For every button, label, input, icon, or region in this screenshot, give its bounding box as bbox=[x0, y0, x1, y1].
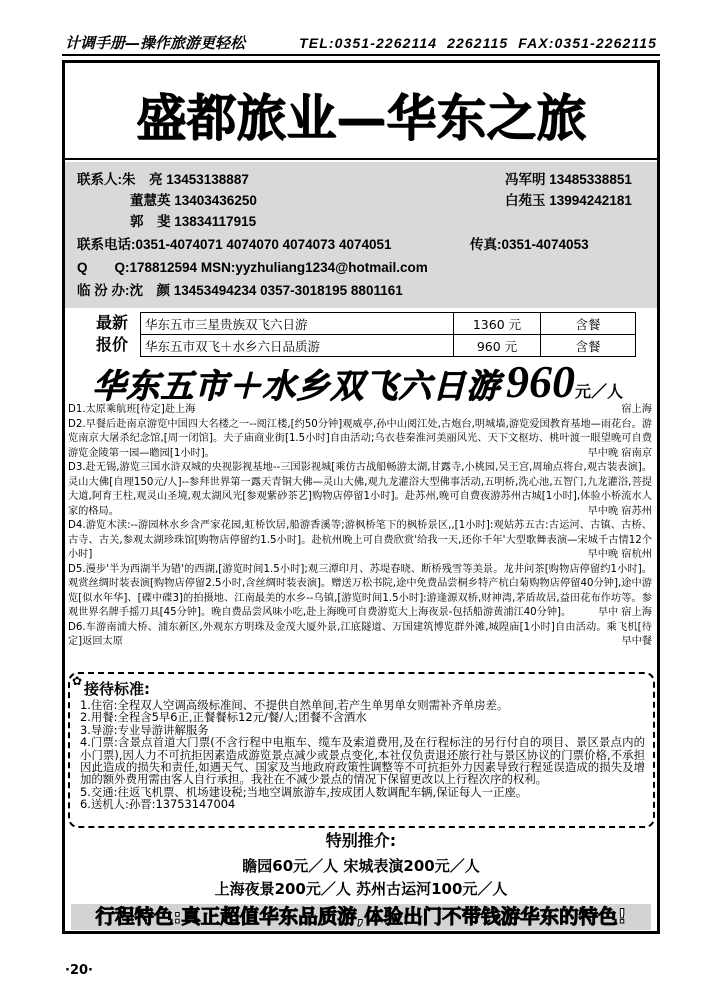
standard-item: 3.导游:专业导游讲解服务 bbox=[80, 722, 209, 737]
day-description: D4.游览木渎:--游园林水乡含严家花园,虹桥饮居,船游香溪等;游枫桥笔下的枫桥景区,,[1小时]:观姑苏五古:古运河、古镇、古桥、古寺、古关,参观太湖珍珠馆[购物店停留约1.5小时]。赴杭州晚上可自费欣赏'给我一天,还你千年'大型歌舞表演—宋城千古情12个小时] bbox=[68, 520, 652, 560]
contact-person-1: 联系人:朱 亮 13453138887 bbox=[77, 172, 249, 187]
reception-standards-box bbox=[68, 672, 655, 828]
special-offers-line-1: 瞻园60元／人 宋城表演200元／人 bbox=[242, 857, 480, 875]
title-divider bbox=[65, 158, 657, 160]
quote-tour-name: 华东五市三星贵族双飞六日游 bbox=[141, 313, 454, 335]
day-meals-lodging: 早中晚 宿苏州 bbox=[584, 505, 652, 520]
contact-phones: 联系电话:0351-4074071 4074070 4074073 4074051 bbox=[77, 237, 392, 252]
standards-title: 接待标准: bbox=[84, 680, 150, 698]
brochure-title: 盛都旅业—华东之旅 bbox=[136, 88, 586, 147]
itinerary-day bbox=[68, 563, 652, 621]
product-price: 960 bbox=[506, 359, 575, 405]
page-number: ·20· bbox=[65, 963, 93, 978]
itinerary bbox=[68, 403, 652, 669]
standard-item: 2.用餐:全程含5早6正,正餐餐标12元/餐/人;团餐不含酒水 bbox=[80, 710, 367, 725]
page-header bbox=[65, 33, 657, 53]
day-meals-lodging: 早中餐 bbox=[617, 635, 652, 650]
standard-item: 4.门票:含景点首道大门票(不含行程中电瓶车、缆车及索道费用,及在行程标注的另行付自的项目、景区景点内的小门票),因人力不可抗拒因素造成游览景点减少或景点变化,本社仅负责退还旅行社与景区协议的门票价格,不承担因此造成的损失和责任,如遇天气、国家及当地政府政策性调整等不可抗拒外力因素导致行程延误造成的损失及增加的额外费用需由客人自行承担。我社在不减少景点的情况下保留更改以上行程次序的权利。 bbox=[80, 735, 645, 787]
quote-row bbox=[141, 335, 636, 357]
day-meals-lodging: 早中 宿上海 bbox=[594, 606, 652, 621]
contact-person-5: 郭 斐 13834117915 bbox=[130, 214, 257, 229]
header-slogan: 计调手册—操作旅游更轻松 bbox=[65, 34, 246, 52]
contact-linfen-office: 临 汾 办:沈 颜 13453494234 0357-3018195 8801161 bbox=[77, 283, 403, 298]
header-phone-fax: TEL:0351-2262114 2262115 FAX:0351-2262115 bbox=[299, 35, 657, 51]
day-description: D6.车游南浦大桥、浦东新区,外观东方明珠及金茂大厦外景,江底隧道、万国建筑博览群外滩,城隍庙[1小时]自由活动。乘飞机[待定]返回太原 bbox=[68, 621, 652, 647]
quote-tour-name: 华东五市双飞＋水乡六日品质游 bbox=[141, 335, 454, 357]
itinerary-day bbox=[68, 519, 652, 563]
quote-meal: 含餐 bbox=[541, 313, 636, 335]
special-offers-line-2: 上海夜景200元／人 苏州古运河100元／人 bbox=[214, 880, 508, 898]
day-meals-lodging: 早中晚 宿杭州 bbox=[584, 548, 652, 563]
contact-person-3: 董慧英 13403436250 bbox=[130, 193, 257, 208]
product-name: 华东五市＋水乡双飞六日游 bbox=[92, 366, 500, 405]
itinerary-day bbox=[68, 403, 652, 418]
header-divider bbox=[62, 54, 660, 56]
quote-meal: 含餐 bbox=[541, 335, 636, 357]
quote-price: 960 元 bbox=[454, 335, 541, 357]
quote-label-line-2: 报价 bbox=[95, 335, 128, 354]
day-meals-lodging: 早中晚 宿南京 bbox=[584, 447, 652, 462]
day-description: D3.赴无锡,游览三国水浒双城的央视影视基地--三国影视城[乘仿古战船畅游太湖,甘露寺,小桃园,吴王宫,周瑜点将台,观古装表演]。灵山大佛[自理150元/人]--参拜世界第一露天青铜大佛—灵山大佛,观九龙灌浴大型佛事活动,五明桥,洗心池,五智门,九龙灌浴,菩提大道,阿育王柱,观灵山圣境,观太湖风光[参观紫砂茶艺]购物店停留1小时]。赴苏州,晚可自费夜游苏州古城[1小时],体验小桥流水人家的格局。 bbox=[68, 462, 652, 517]
itinerary-day bbox=[68, 418, 652, 462]
standard-item: 1.住宿:全程双人空调高级标准间、不提供自然单间,若产生单男单女则需补齐单房差。 bbox=[80, 698, 509, 712]
product-price-unit: 元／人 bbox=[575, 382, 624, 401]
contact-qq-msn: Q Q:178812594 MSN:yyzhuliang1234@hotmail.com bbox=[77, 260, 428, 275]
contact-person-2: 冯军明 13485338851 bbox=[505, 172, 632, 187]
quote-table bbox=[140, 312, 636, 357]
special-offers-title: 特别推介: bbox=[325, 831, 397, 850]
day-description: D1.太原乘航班[待定]赴上海 bbox=[68, 404, 196, 415]
itinerary-day bbox=[68, 621, 652, 650]
day-meals-lodging: 宿上海 bbox=[617, 403, 652, 418]
contact-person-4: 白苑玉 13994242181 bbox=[505, 193, 632, 208]
contact-block bbox=[65, 162, 657, 308]
product-headline bbox=[92, 359, 654, 405]
quote-label-line-1: 最新 bbox=[95, 313, 128, 332]
day-description: D5.漫步'半为西湖半为错'的西湖,[游览时间1.5小时];观三潭印月、苏堤春晓、断桥残雪等美景。龙井问茶[购物店停留约1小时]。观赏丝绸时装表演[购物店停留2.5小时,含丝绸时装表演]。赠送万松书院,途中免费品尝桐乡特产杭白菊购物店停留40分钟],途中游览[似水年华]、[碟中碟3]的拍摄地、江南最美的水乡--乌镇,[游览时间1.5小时]:游逢源双桥,财神湾,茅盾故居,益田花布作坊等。参观世界名牌手摇刀具[45分钟]。晚自费品尝风味小吃,赴上海晚可自费游览大上海夜景-包括船游黄浦江40分钟]。 bbox=[68, 563, 652, 618]
contact-fax: 传真:0351-4074053 bbox=[470, 237, 589, 252]
standard-item: 6.送机人:孙晋:13753147004 bbox=[80, 797, 236, 812]
quote-price: 1360 元 bbox=[454, 313, 541, 335]
brochure-frame bbox=[62, 60, 660, 934]
itinerary-day bbox=[68, 461, 652, 519]
standard-item: 5.交通:往返飞机票、机场建设税;当地空调旅游车,按成团人数调配车辆,保证每人一正座。 bbox=[80, 784, 528, 799]
day-description: D2.早餐后赴南京游览中国四大名楼之一--阅江楼,[约50分钟]观威亭,孙中山阅江处,古炮台,明城墙,游览爱国教育基地—雨花台。游览南京大屠杀纪念馆,[周一闭馆]。夫子庙商业街[1.5小时]自由活动;乌衣巷秦淮河美丽风光、天下文枢坊、桃叶渡一眼望晚可自费游览金陵第一园—瞻园[1小时]。 bbox=[68, 418, 652, 459]
tour-feature-slogan: 行程特色:真正超值华东品质游,体验出门不带钱游华东的特色! bbox=[71, 904, 651, 930]
quote-row bbox=[141, 313, 636, 335]
flower-ornament-icon: ✿ bbox=[72, 674, 83, 688]
latest-quote-label bbox=[87, 312, 137, 356]
